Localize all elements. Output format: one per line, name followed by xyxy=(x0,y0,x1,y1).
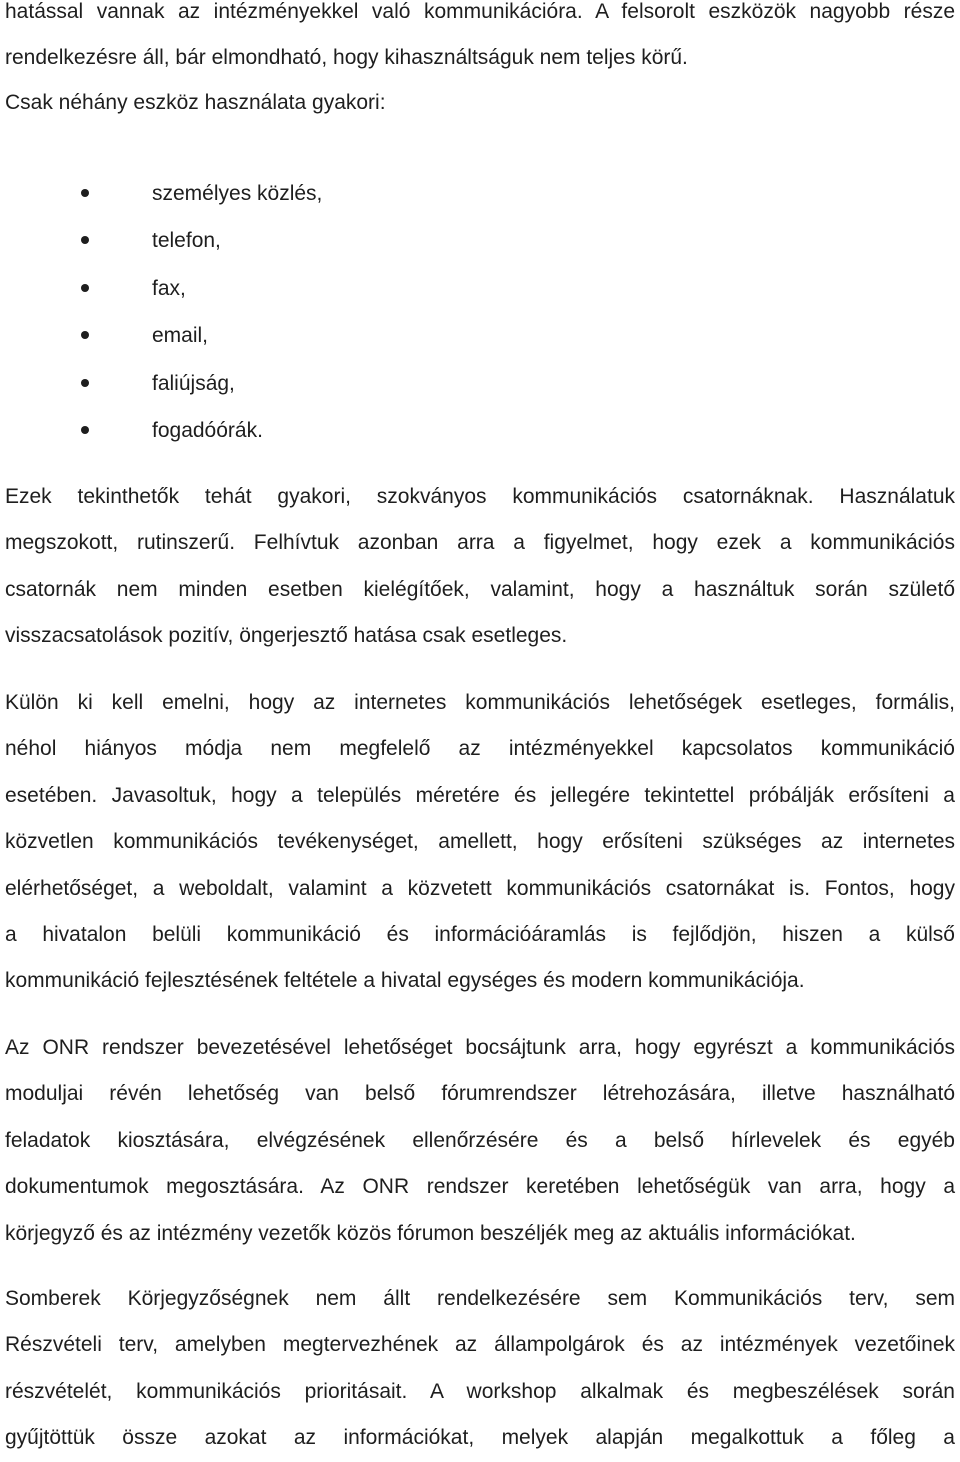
bullet-icon xyxy=(81,236,89,244)
intro-paragraph xyxy=(5,0,955,82)
paragraph-3-line: Az ONR rendszer bevezetésével lehetőséget bocsájtunk arra, hogy egyrészt a kommunikációs xyxy=(5,1036,955,1059)
list-item-text: fogadóórák. xyxy=(152,418,263,442)
bullet-icon xyxy=(81,379,89,387)
paragraph-4-line: Részvételi terv, amelyben megtervezhének az állampolgárok és az intézmények vezetőinek xyxy=(5,1333,955,1357)
paragraph-2-line: közvetlen kommunikációs tevékenységet, amellett, hogy erősíteni szükséges az internetes xyxy=(5,830,955,854)
paragraph-2-line: elérhetőséget, a weboldalt, valamint a közvetett kommunikációs csatornákat is. Fontos, hogy xyxy=(5,876,955,900)
list-heading-text: Csak néhány eszköz használata gyakori: xyxy=(5,91,386,114)
intro-line-2: rendelkezésre áll, bár elmondható, hogy kihasználtságuk nem teljes körű. xyxy=(5,46,688,70)
paragraph-2 xyxy=(5,680,955,1005)
paragraph-1-line: megszokott, rutinszerű. Felhívtuk azonban arra a figyelmet, hogy ezek a kommunikációs xyxy=(5,531,955,555)
paragraph-1-line: visszacsatolások pozitív, öngerjesztő hatása csak esetleges. xyxy=(5,624,568,648)
list-item-text: email, xyxy=(152,324,209,348)
list-item xyxy=(0,170,960,217)
paragraph-3-line: körjegyző és az intézmény vezetők közös fórumon beszéljék meg az aktuális információkat. xyxy=(5,1221,856,1245)
list-item-text: fax, xyxy=(152,276,186,300)
tools-bullet-list xyxy=(0,170,960,454)
paragraph-4 xyxy=(5,1276,955,1462)
bullet-icon xyxy=(81,331,89,339)
intro-line-1: hatással vannak az intézményekkel való kommunikációra. A felsorolt eszközök nagyobb része xyxy=(5,0,955,23)
paragraph-3 xyxy=(5,1025,955,1257)
list-item xyxy=(0,360,960,407)
list-item-text: telefon, xyxy=(152,229,221,253)
paragraph-2-line: néhol hiányos módja nem megfelelő az intézményekkel kapcsolatos kommunikáció xyxy=(5,737,955,761)
list-item xyxy=(0,407,960,454)
paragraph-2-line: Külön ki kell emelni, hogy az internetes kommunikációs lehetőségek esetleges, formális, xyxy=(5,691,955,714)
paragraph-1-line: csatornák nem minden esetben kielégítőek, valamint, hogy a használtuk során születő xyxy=(5,577,955,601)
list-item xyxy=(0,217,960,264)
list-item xyxy=(0,265,960,312)
bullet-icon xyxy=(81,426,89,434)
paragraph-4-line: részvételét, kommunikációs prioritásait. A workshop alkalmak és megbeszélések során xyxy=(5,1379,955,1403)
paragraph-2-line: a hivatalon belüli kommunikáció és információáramlás is fejlődjön, hiszen a külső xyxy=(5,923,955,947)
paragraph-4-line: gyűjtöttük össze azokat az információkat, melyek alapján megalkottuk a főleg a xyxy=(5,1426,955,1450)
list-item xyxy=(0,312,960,359)
paragraph-4-line: Somberek Körjegyzőségnek nem állt rendelkezésére sem Kommunikációs terv, sem xyxy=(5,1287,955,1310)
list-item-text: faliújság, xyxy=(152,371,235,395)
paragraph-1 xyxy=(5,474,955,660)
paragraph-3-line: dokumentumok megosztására. Az ONR rendszer keretében lehetőségük van arra, hogy a xyxy=(5,1175,955,1199)
bullet-icon xyxy=(81,284,89,292)
bullet-icon xyxy=(81,189,89,197)
list-heading xyxy=(5,80,955,126)
paragraph-3-line: feladatok kiosztására, elvégzésének ellenőrzésére és a belső hírlevelek és egyéb xyxy=(5,1128,955,1152)
paragraph-3-line: moduljai révén lehetőség van belső fórumrendszer létrehozására, illetve használható xyxy=(5,1082,955,1106)
paragraph-2-line: esetében. Javasoltuk, hogy a település méretére és jellegére tekintettel próbálják erősíteni a xyxy=(5,783,955,807)
paragraph-1-line: Ezek tekinthetők tehát gyakori, szokványos kommunikációs csatornáknak. Használatuk xyxy=(5,485,955,508)
paragraph-2-line: kommunikáció fejlesztésének feltétele a hivatal egységes és modern kommunikációja. xyxy=(5,969,805,993)
list-item-text: személyes közlés, xyxy=(152,182,323,205)
